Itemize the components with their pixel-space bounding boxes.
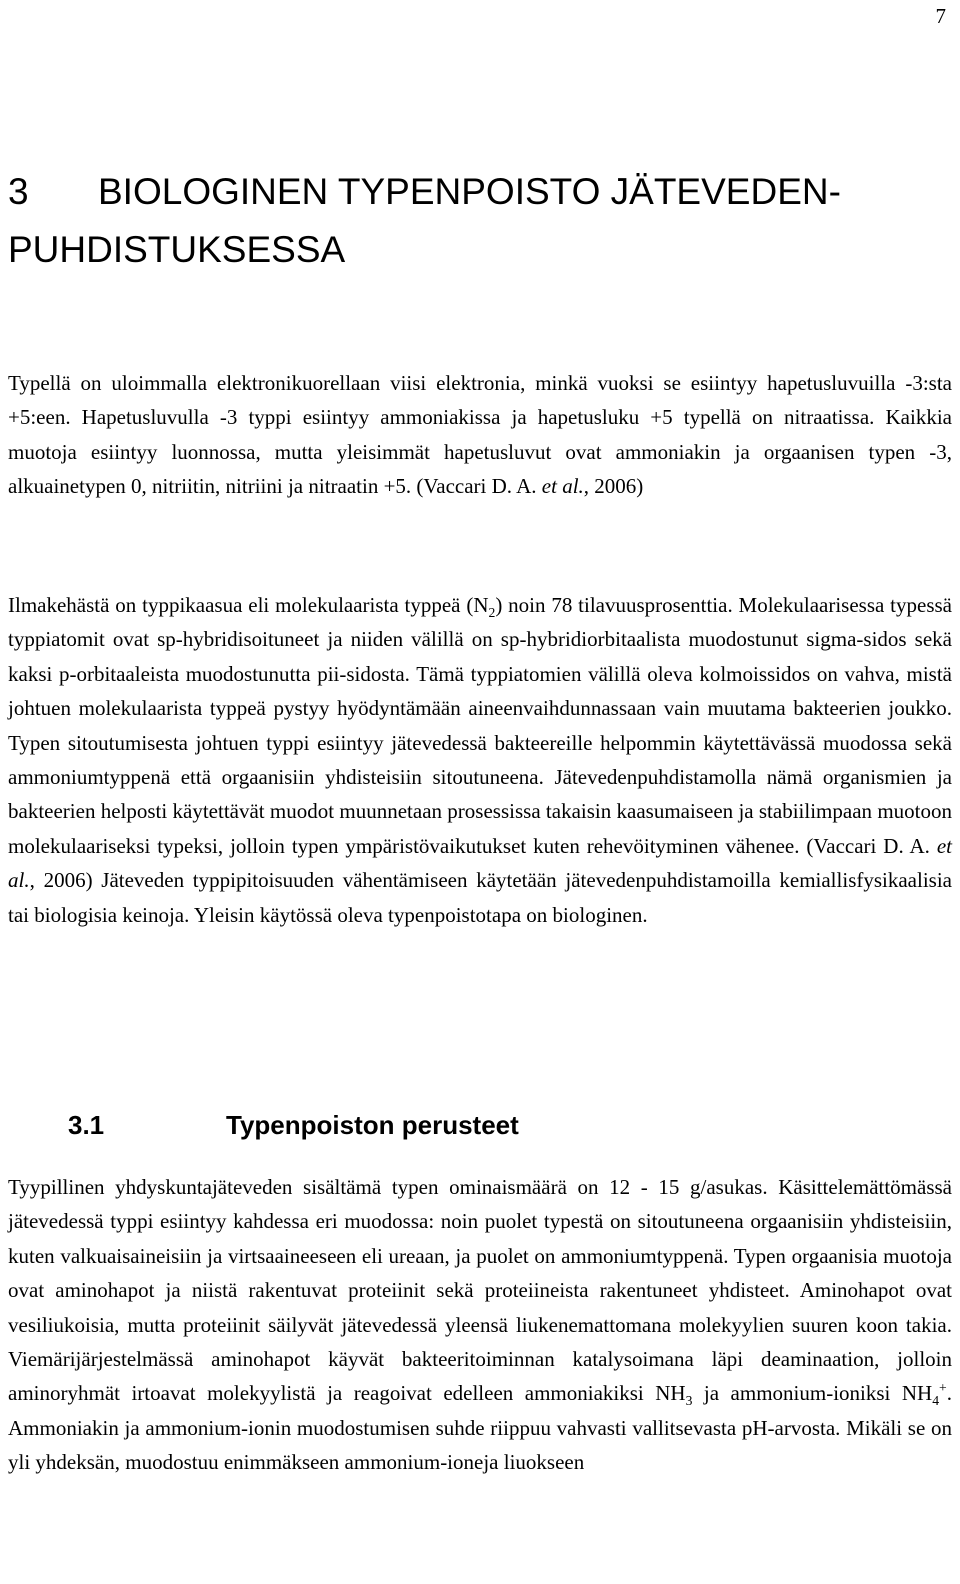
chapter-number: 3 [8, 171, 29, 212]
paragraph-text: Ilmakehästä on typpikaasua eli molekulaarista typpeä (N [8, 593, 489, 617]
subscript: 4 [932, 1393, 940, 1409]
paragraph-text: Tyypillinen yhdyskuntajäteveden sisältämä typen ominaismäärä on 12 - 15 g/asukas. Käsittelemättömässä jätevedessä typpi esiintyy kahdessa eri muodossa: noin puolet typestä on sitoutuneena orgaanisiin yhdisteisiin, kuten valkuaisaineisiin ja virtsaaineeseen eli ureaan, ja puolet on ammoniumtyppenä. Typen orgaanisia muotoja ovat aminohapot ja niistä rakentuvat proteiinit sekä proteiineista rakentuneet yhdisteet. Aminohapot ovat vesiliukoisia, mutta proteiinit säilyvät jätevedessä yleensä liukenemattomana molekyylien suuren koon takia. Viemärijärjestelmässä aminohapot käyvät bakteeritoiminnan katalysoimana läpi deaminaation, jolloin aminoryhmät irtoavat molekyylistä ja reagoivat edelleen ammoniakiksi NH [8, 1175, 952, 1406]
paragraph-molecular-nitrogen [8, 588, 952, 932]
page-number: 7 [935, 4, 946, 28]
paragraph-text: ja ammonium-ioniksi NH [692, 1381, 933, 1406]
chapter-title-line-1: BIOLOGINEN TYPENPOISTO JÄTEVEDEN- [98, 171, 841, 212]
paragraph-oxidation-states [8, 366, 952, 504]
paragraph-nitrogen-basics [8, 1170, 952, 1480]
chapter-title [8, 163, 952, 279]
paragraph-text: Typellä on uloimmalla elektronikuorellaan viisi elektronia, minkä vuoksi se esiintyy hapetusluvuilla -3:sta +5:een. Hapetusluvulla -3 typpi esiintyy ammoniakissa ja hapetusluku +5 typellä on nitraatissa. Kaikkia muotoja esiintyy luonnossa, mutta yleisimmät hapetusluvut ovat ammoniakin ja orgaanisen typen -3, alkuainetypen 0, nitriitin, nitriini ja nitraatin +5. (Vaccari D. A. [8, 371, 952, 499]
chapter-title-line-2: PUHDISTUKSESSA [8, 229, 346, 270]
et-al-citation: et al. [541, 474, 584, 499]
paragraph-text: ) noin 78 tilavuusprosenttia. Molekulaarisessa typessä typpiatomit ovat sp-hybridisoituneet ja niiden välillä on sp-hybridiorbitaalista muodostunut sigma-sidos sekä kaksi p-orbitaaleista muodostunutta pii-sidosta. Tämä typpiatomien välillä oleva kolmoissidos on vahva, mistä johtuen molekulaarista typpeä pystyy hyödyntämään aineenvaihdunnassaan vain muutama bakteerien joukko. Typen sitoutumisesta johtuen typpi esiintyy jätevedessä bakteereille helpommin käytettävässä muodossa sekä ammoniumtyppenä että orgaanisiin yhdisteisiin sitoutuneena. Jätevedenpuhdistamolla nämä organismien ja bakteerien helposti käytettävät muodot muunnetaan prosessissa takaisin kaasumaiseen ja stabiilimpaan muotoon molekulaariseksi typeksi, jolloin typen ympäristövaikutukset kuten rehevöityminen vähenee. (Vaccari D. A. [8, 593, 952, 858]
subscript: 3 [685, 1393, 693, 1409]
paragraph-text: . Ammoniakin ja ammonium-ionin muodostumisen suhde riippuu vahvasti vallitsevasta pH-arvosta. Mikäli se on yli yhdeksän, muodostuu enimmäkseen ammonium-ioneja liuokseen [8, 1381, 952, 1475]
et-al-citation: et al. [8, 833, 952, 893]
section-title: Typenpoiston perusteet [226, 1110, 519, 1140]
paragraph-text: , 2006) Jäteveden typpipitoisuuden vähentämiseen käytetään jätevedenpuhdistamoilla kemiallisfysikaalisia tai biologisia keinoja. Yleisin käytössä oleva typenpoistotapa on biologinen. [8, 868, 952, 927]
section-number: 3.1 [68, 1110, 105, 1140]
paragraph-text: , 2006) [583, 474, 644, 499]
section-heading [68, 1105, 519, 1145]
superscript: + [939, 1380, 947, 1396]
subscript: 2 [488, 605, 496, 621]
